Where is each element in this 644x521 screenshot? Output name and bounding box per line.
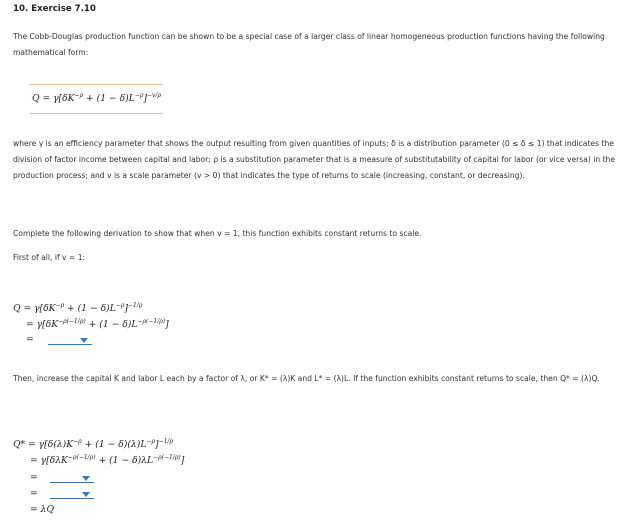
general-formula: $Q = \gamma[\delta K^{-\rho} + (1 - \delta)L^{-\rho}]^{-v/\rho}$ <box>32 92 161 104</box>
instruction-text: Complete the following derivation to show that when v = 1, this function exhibits constant returns to scale. <box>13 229 422 238</box>
derivation1-dropdown[interactable] <box>48 335 92 345</box>
derivation1-line2: = $\gamma[\delta K^{-\rho(-1/\rho)} + (1 - \delta)L^{-\rho(-1/\rho)}]$ <box>26 318 169 330</box>
chevron-down-icon <box>82 476 90 481</box>
derivation2-line2: = $\gamma[\delta\lambda K^{-\rho(-1/\rho)} + (1 - \delta)\lambda L^{-\rho(-1/\rho)}]$ <box>30 454 185 466</box>
derivation1-line1: $Q = \gamma[\delta K^{-\rho} + (1 - \delta)L^{-\rho}]^{-1/\rho}$ <box>13 302 143 314</box>
derivation1-line3: = <box>26 334 92 345</box>
then-paragraph: Then, increase the capital K and labor L each by a factor of λ, or K* = (λ)K and L* = (λ)L. If the function exhibits constant returns to scale, then Q* = (λ)Q. <box>13 374 600 383</box>
intro-paragraph: The Cobb-Douglas production function can be shown to be a special case of a larger class of linear homogeneous production functions having the following mathematical form: <box>13 32 605 57</box>
derivation2-line4: = <box>30 488 94 499</box>
chevron-down-icon <box>82 492 90 497</box>
derivation2-dropdown-2[interactable] <box>50 489 94 499</box>
general-formula-box <box>30 84 163 114</box>
first-condition-text: First of all, if v = 1: <box>13 253 86 262</box>
derivation2-line3: = <box>30 472 94 483</box>
exercise-title: 10. Exercise 7.10 <box>13 4 96 14</box>
derivation2-dropdown-1[interactable] <box>50 473 94 483</box>
derivation2-line1: $Q* = \gamma[\delta(\lambda)K^{-\rho} + (1 - \delta)(\lambda)L^{-\rho}]^{-1/\rho}$ <box>13 438 173 450</box>
derivation2-line5: = λQ <box>30 504 54 515</box>
definitions-paragraph: where γ is an efficiency parameter that shows the output resulting from given quantities of inputs; δ is a distribution parameter (0 ≤ δ ≤ 1) that indicates the division of factor income between capital and labor; ρ is a substitution parameter that is a measure of substitutability of capital for labor (or vice versa) in the production process; and v is a scale parameter (v > 0) that indicates the type of returns to scale (increasing, constant, or decreasing). <box>13 139 616 180</box>
chevron-down-icon <box>80 338 88 343</box>
